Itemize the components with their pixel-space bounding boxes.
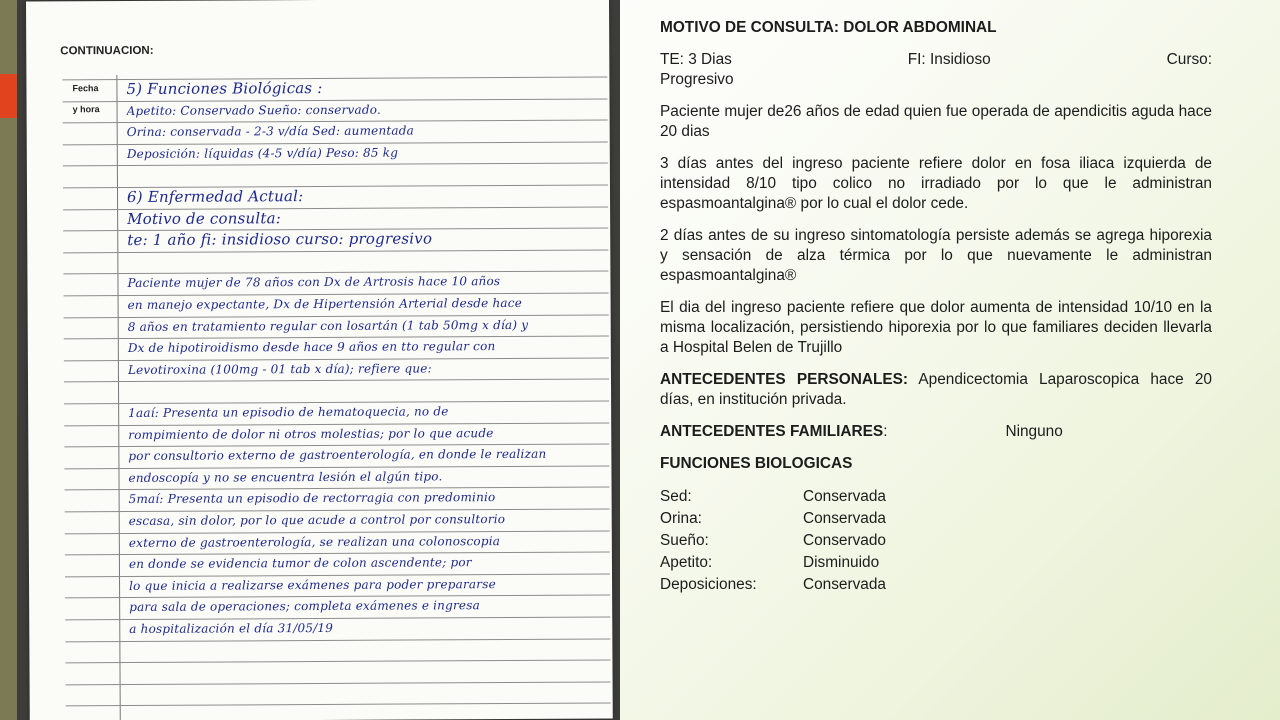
margin-rule [116,75,120,720]
motivo-consulta: MOTIVO DE CONSULTA: DOLOR ABDOMINAL [660,19,997,36]
handwritten-line: 5maí: Presenta un episodio de rectorragia con predominio [128,490,496,506]
handwritten-line [127,252,607,255]
ant-personales-label: ANTECEDENTES PERSONALES: [660,371,909,388]
te-text: TE: 3 Dias [660,51,732,68]
antecedentes-familiares [660,422,1212,442]
handwritten-line: rompimiento de dolor ni otros molestias; por lo que acude [128,426,494,442]
funcion-row [660,574,1212,596]
handwritten-line: Levotiroxina (100mg - 01 tab x día); refiere que: [127,361,432,377]
paper-page [26,0,613,720]
funcion-value: Conservada [803,576,886,593]
handwritten-line: a hospitalización el día 31/05/19 [129,620,334,636]
handwritten-line: Deposición: líquidas (4-5 v/día) Peso: 85 kg [126,145,399,162]
sheet-heading: CONTINUACION: [60,44,154,58]
funcion-label: Sed: [660,488,692,505]
handwritten-line: Apetito: Conservado Sueño: conservado. [126,102,381,119]
funcion-row [660,552,1212,574]
funcion-value: Conservada [803,510,886,527]
time-label: y hora [72,104,100,115]
handwritten-line: en manejo expectante, Dx de Hipertensión Arterial desde hace [127,295,523,312]
funcion-label: Orina: [660,510,702,527]
paragraph-ingreso: El dia del ingreso paciente refiere que dolor aumenta de intensidad 10/10 en la misma localización, persistiendo hiporexia por lo que familiares deciden llevarla a Hospital Belen de Trujillo [660,299,1212,356]
handwritten-line: Paciente mujer de 78 años con Dx de Artrosis hace 10 años [127,274,501,290]
funcion-row [660,508,1212,530]
antecedentes-personales [660,370,1212,410]
time-course-block [660,50,1212,90]
handwritten-line: Dx de hipotiroidismo desde hace 9 años en tto regular con [127,339,496,355]
funcion-row [660,530,1212,552]
handwritten-line: 8 años en tratamiento regular con losartán (1 tab 50mg x día) y [127,317,529,334]
funcion-row [660,486,1212,508]
ant-familiares-value: Ninguno [1005,423,1063,440]
handwritten-line: por consultorio externo de gastroenterología, en donde le realizan [128,446,547,463]
handwritten-line: en donde se evidencia tumor de colon ascendente; por [128,555,472,571]
funcion-label: Sueño: [660,532,709,549]
paragraph-3-days: 3 días antes del ingreso paciente refiere dolor en fosa iliaca izquierda de intensidad 8/10 tipo colico no irradiado por lo que le administran espasmoantalgina® por lo cual el dolor cede. [660,155,1212,212]
ruled-line [66,702,611,706]
handwritten-line [127,165,607,168]
handwritten-line: Orina: conservada - 2-3 v/día Sed: aumentada [126,123,415,140]
handwritten-line: lo que inicia a realizarse exámenes para poder prepararse [129,577,496,593]
funcion-value: Disminuido [803,554,880,571]
funcion-value: Conservada [803,488,886,505]
funcion-label: Deposiciones: [660,576,757,593]
ruled-line [63,162,608,166]
funciones-list [660,486,1212,596]
funcion-value: Conservado [803,532,886,549]
handwritten-line: te: 1 año fi: insidioso curso: progresivo [127,229,433,249]
paragraph-2-days: 2 días antes de su ingreso sintomatología persiste además se agrega hiporexia y sensación de alza térmica por lo que nuevamente le administran espasmoantalgina® [660,227,1212,284]
handwritten-line: 5) Funciones Biológicas : [126,78,323,99]
fi-text: FI: Insidioso [907,51,991,68]
intro-paragraph: Paciente mujer de26 años de edad quien fue operada de apendicitis aguda hace 20 dias [660,103,1212,140]
curso-value: Progresivo [660,71,734,88]
handwritten-sheet-photo [17,0,620,720]
ruled-line [64,378,609,382]
ruled-line [66,681,611,685]
ruled-line [65,638,610,642]
date-label: Fecha [72,83,99,94]
accent-tab [0,74,17,118]
handwritten-line: escasa, sin dolor, por lo que acude a control por consultorio [128,512,506,528]
handwritten-line: 6) Enfermedad Actual: [126,187,304,206]
curso-label: Curso: [1166,51,1212,68]
ant-familiares-colon: : [883,423,888,440]
handwritten-line: 1aaí: Presenta un episodio de hematoquecia, no de [128,404,449,420]
handwritten-line: externo de gastroenterología, se realizan una colonoscopia [128,534,501,550]
case-text [660,18,1212,596]
handwritten-line: Motivo de consulta: [127,209,282,228]
handwritten-line: endoscopía y no se encuentra lesión el algún tipo. [128,469,443,485]
funcion-label: Apetito: [660,554,713,571]
ruled-line [65,659,610,663]
ruled-lines [26,0,609,2]
ant-personales-value: Apendicectomia Laparoscopica hace 20 días, en institución privada. [660,371,1212,408]
funciones-title: FUNCIONES BIOLOGICAS [660,455,853,472]
ant-familiares-label: ANTECEDENTES FAMILIARES [660,423,884,440]
handwritten-line: para sala de operaciones; completa exámenes e ingresa [129,598,480,614]
ruled-line [63,249,608,253]
handwritten-line [128,381,608,384]
